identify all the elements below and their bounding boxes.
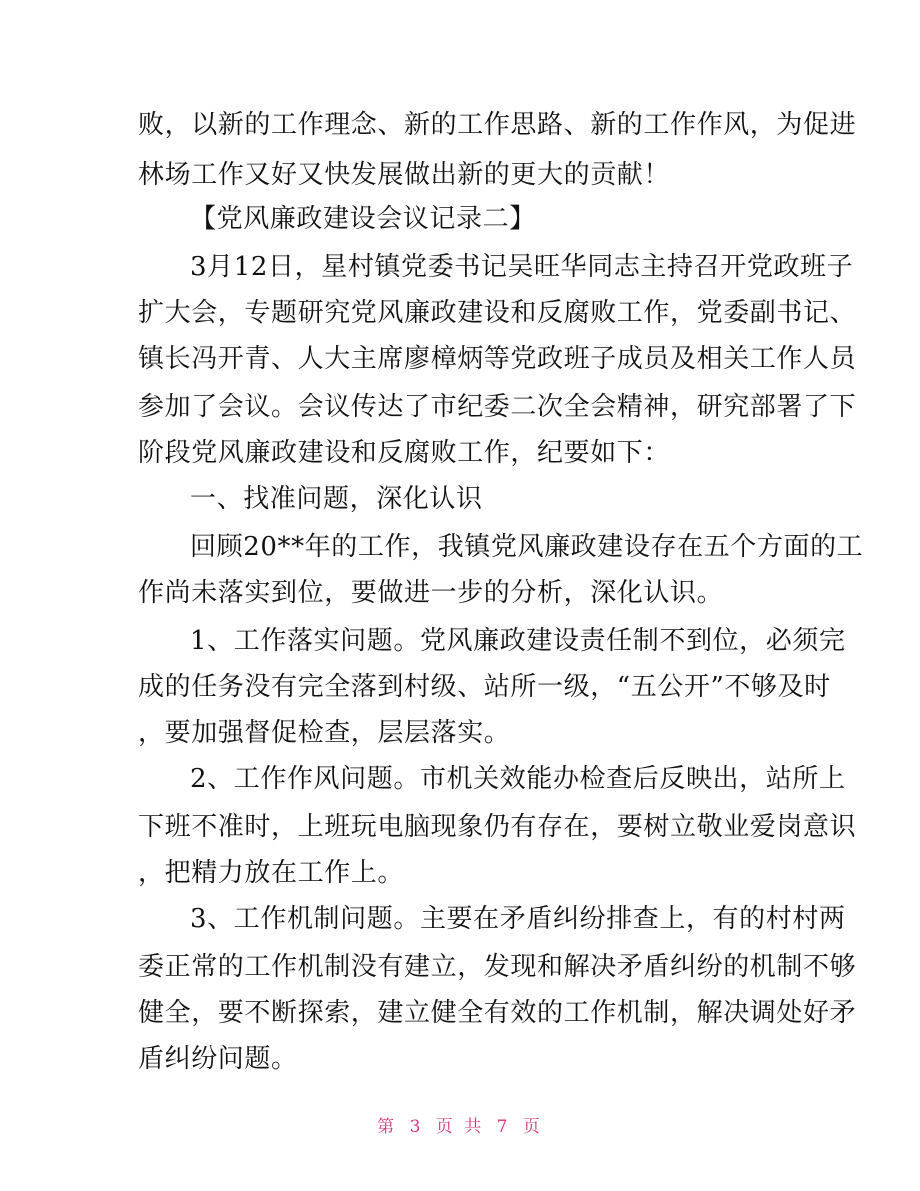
total-pages-number: 7 bbox=[496, 1117, 511, 1137]
paragraph-line: ，把精力放在工作上。 bbox=[138, 858, 405, 888]
paragraph-line: 回顾20**年的工作，我镇党风廉政建设存在五个方面的工 bbox=[190, 532, 864, 562]
paragraph-line: 3、工作机制问题。主要在矛盾纠纷排查上，有的村村两 bbox=[190, 904, 846, 934]
paragraph-line: 败，以新的工作理念、新的工作思路、新的工作作风，为促进 bbox=[138, 110, 857, 140]
paragraph-line: 参加了会议。会议传达了市纪委二次全会精神，研究部署了下 bbox=[138, 392, 857, 422]
paragraph-line: 2、工作作风问题。市机关效能办检查后反映出，站所上 bbox=[190, 764, 846, 794]
paragraph-line: 下班不准时，上班玩电脑现象仍有存在，要树立敬业爱岗意识 bbox=[138, 812, 857, 842]
paragraph-line: 阶段党风廉政建设和反腐败工作，纪要如下： bbox=[138, 438, 671, 468]
section-heading: 【党风廉政建设会议记录二】 bbox=[190, 204, 536, 234]
page-label-mid: 页 共 bbox=[435, 1117, 485, 1137]
page-label-prefix: 第 bbox=[377, 1117, 398, 1137]
paragraph-line: 1、工作落实问题。党风廉政建设责任制不到位，必须完 bbox=[190, 626, 846, 656]
paragraph-line: 委正常的工作机制没有建立，发现和解决矛盾纠纷的机制不够 bbox=[138, 952, 857, 982]
paragraph-line: 林场工作又好又快发展做出新的更大的贡献！ bbox=[138, 160, 671, 190]
subsection-heading: 一、找准问题，深化认识 bbox=[190, 484, 483, 514]
page-label-suffix: 页 bbox=[522, 1117, 543, 1137]
current-page-number: 3 bbox=[409, 1117, 424, 1137]
paragraph-line: 成的任务没有完全落到村级、站所一级，“五公开”不够及时 bbox=[138, 672, 831, 702]
paragraph-line: 扩大会，专题研究党风廉政建设和反腐败工作，党委副书记、 bbox=[138, 298, 857, 328]
paragraph-line: ，要加强督促检查，层层落实。 bbox=[138, 718, 511, 748]
paragraph-line: 盾纠纷问题。 bbox=[138, 1044, 298, 1074]
page-number-footer bbox=[0, 1112, 920, 1137]
paragraph-line: 镇长冯开青、人大主席廖樟炳等党政班子成员及相关工作人员 bbox=[138, 344, 857, 374]
paragraph-line: 健全，要不断探索，建立健全有效的工作机制，解决调处好矛 bbox=[138, 998, 857, 1028]
paragraph-line: 3月12日，星村镇党委书记吴旺华同志主持召开党政班子 bbox=[190, 252, 854, 282]
paragraph-line: 作尚未落实到位，要做进一步的分析，深化认识。 bbox=[138, 578, 724, 608]
